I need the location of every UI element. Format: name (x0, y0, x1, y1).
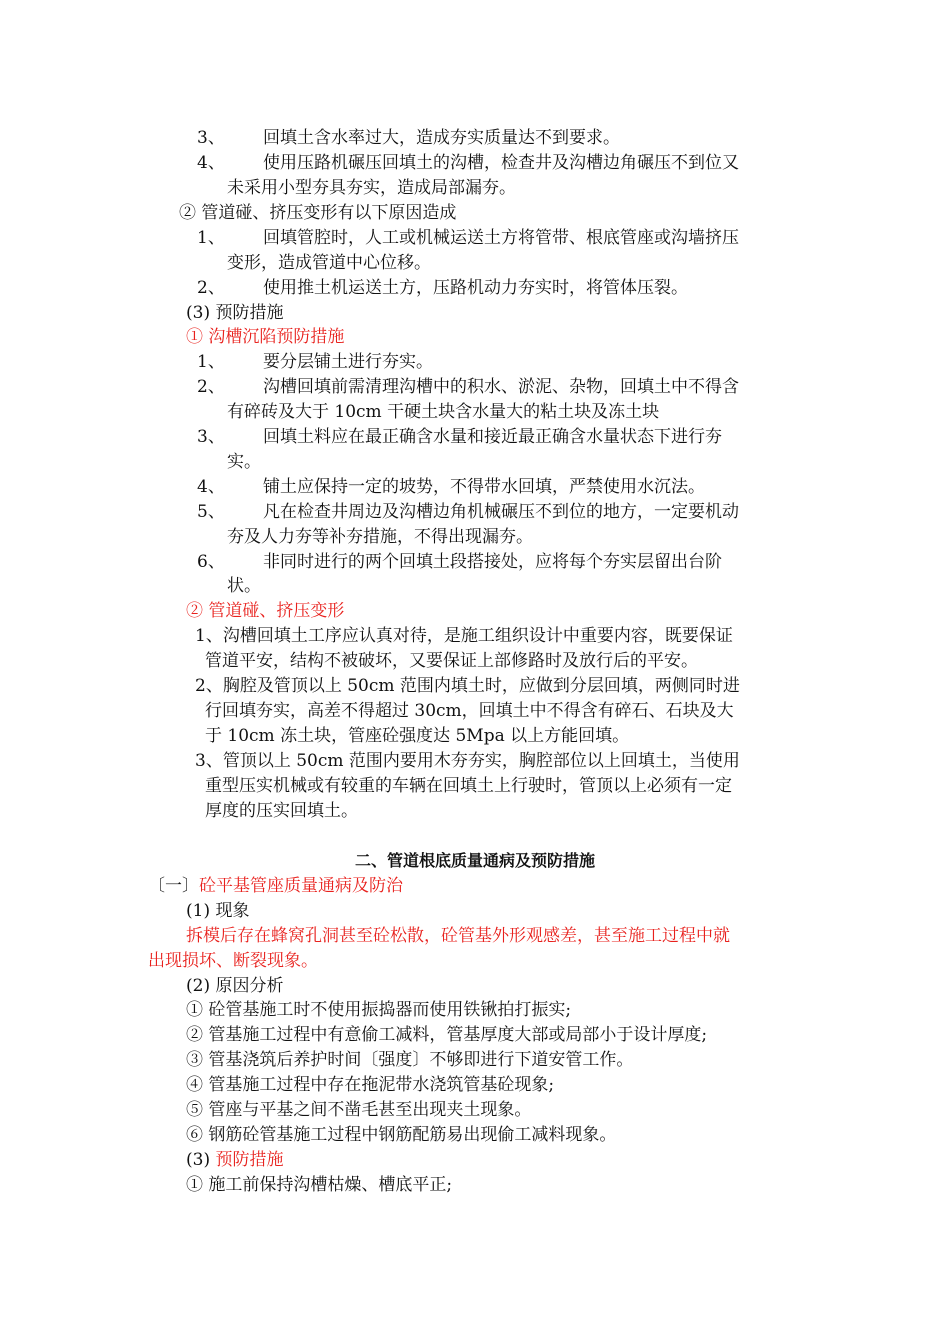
prev-a-item-6 (197, 550, 722, 574)
prevention2-prefix: (3) (186, 1150, 216, 1170)
prev-a-item-4 (197, 475, 705, 499)
prev-a-item-2-text: 沟槽回填前需清理沟槽中的积水、淤泥、杂物，回填土中不得含 (263, 377, 739, 397)
prev-a-item-2-cont: 有碎砖及大于 10cm 干硬土块含水量大的粘土块及冻土块 (227, 402, 660, 422)
prev-a-item-1-text: 要分层铺土进行夯实。 (263, 352, 433, 372)
cause-analysis-item-2: ② 管基施工过程中有意偷工减料，管基厚度大部或局部小于设计厚度; (186, 1025, 708, 1045)
cause-a-item-4 (197, 151, 739, 175)
cause-a-item-4-number: 4、 (197, 153, 225, 173)
prev-a-item-3 (197, 425, 722, 449)
section-heading: 二、管道根底质量通病及预防措施 (354, 851, 595, 870)
prevention-b-title: ② 管道碰、挤压变形 (186, 601, 345, 621)
prev-a-item-6-text: 非同时进行的两个回填土段搭接处，应将每个夯实层留出台阶 (263, 552, 722, 572)
cause-b-item-1-cont: 变形，造成管道中心位移。 (227, 253, 431, 273)
prev-a-item-1-number: 1、 (197, 352, 225, 372)
subsection-title (148, 874, 403, 898)
prev-a-item-1 (197, 350, 433, 374)
prev-a-item-3-text: 回填土料应在最正确含水量和接近最正确含水量状态下进行夯 (263, 427, 722, 447)
phenomenon-title: (1) 现象 (186, 901, 250, 921)
prev-a-item-5-number: 5、 (197, 502, 225, 522)
prev-a-item-3-cont: 实。 (227, 452, 261, 472)
prev-b-item-2-cont-1: 行回填夯实，高差不得超过 30cm，回填土中不得含有碎石、石块及大 (205, 701, 734, 721)
cause-a-item-3 (197, 126, 620, 150)
prev-b-item-1: 1、沟槽回填土工序应认真对待，是施工组织设计中重要内容，既要保证 (195, 626, 733, 646)
cause-a-item-4-text: 使用压路机碾压回填土的沟槽，检查井及沟槽边角碾压不到位又 (263, 153, 739, 173)
prev-a-item-6-cont: 状。 (227, 576, 261, 596)
cause-a-item-3-text: 回填土含水率过大，造成夯实质量达不到要求。 (263, 128, 620, 148)
prev-b-item-2-cont-2: 于 10cm 冻土块，管座砼强度达 5Mpa 以上方能回填。 (205, 726, 630, 746)
cause-b-item-1-text: 回填管腔时，人工或机械运送土方将管带、根底管座或沟墙挤压 (263, 228, 739, 248)
prevention-title: (3) 预防措施 (186, 303, 284, 323)
cause-b-item-1-number: 1、 (197, 228, 225, 248)
cause-b-item-2 (197, 276, 688, 300)
cause-analysis-title: (2) 原因分析 (186, 976, 284, 996)
prev-b-item-3-cont-2: 厚度的压实回填土。 (205, 801, 358, 821)
cause-analysis-item-5: ⑤ 管座与平基之间不凿毛甚至出现夹土现象。 (186, 1100, 532, 1120)
prev-b-item-1-cont: 管道平安，结构不被破坏，又要保证上部修路时及放行后的平安。 (205, 651, 698, 671)
prevention2-title (186, 1148, 283, 1172)
prev-b-item-3-cont-1: 重型压实机械或有较重的车辆在回填土上行驶时，管顶以上必须有一定 (205, 776, 732, 796)
prev-a-item-2-number: 2、 (197, 377, 225, 397)
prevention-a-title: ① 沟槽沉陷预防措施 (186, 327, 345, 347)
cause-b-item-2-text: 使用推土机运送土方，压路机动力夯实时，将管体压裂。 (263, 278, 688, 298)
cause-analysis-item-4: ④ 管基施工过程中存在拖泥带水浇筑管基砼现象; (186, 1075, 555, 1095)
cause-b-item-2-number: 2、 (197, 278, 225, 298)
prevention2-title-text: 预防措施 (215, 1150, 284, 1170)
subsection-prefix: 〔一〕 (148, 876, 199, 896)
prev-a-item-2 (197, 375, 739, 399)
subsection-title-text: 砼平基管座质量通病及防治 (199, 876, 403, 896)
prev-b-item-2: 2、胸腔及管顶以上 50cm 范围内填土时，应做到分层回填，两侧同时进 (195, 676, 740, 696)
cause-analysis-item-1: ① 砼管基施工时不使用振捣器而使用铁锹拍打振实; (186, 1000, 572, 1020)
prev-a-item-6-number: 6、 (197, 552, 225, 572)
prev-b-item-3: 3、管顶以上 50cm 范围内要用木夯夯实，胸腔部位以上回填土，当使用 (195, 751, 740, 771)
prev-a-item-4-number: 4、 (197, 477, 225, 497)
phenomenon-line-1: 拆模后存在蜂窝孔洞甚至砼松散，砼管基外形观感差，甚至施工过程中就 (186, 926, 730, 946)
prev-a-item-4-text: 铺土应保持一定的坡势，不得带水回填，严禁使用水沉法。 (263, 477, 705, 497)
prev-a-item-3-number: 3、 (197, 427, 225, 447)
cause-a-item-3-number: 3、 (197, 128, 225, 148)
prev-a-item-5 (197, 500, 739, 524)
phenomenon-line-2: 出现损坏、断裂现象。 (148, 951, 318, 971)
prev-a-item-5-text: 凡在检查井周边及沟槽边角机械碾压不到位的地方，一定要机动 (263, 502, 739, 522)
cause-b-title: ② 管道碰、挤压变形有以下原因造成 (179, 203, 457, 223)
cause-analysis-item-6: ⑥ 钢筋砼管基施工过程中钢筋配筋易出现偷工减料现象。 (186, 1125, 617, 1145)
cause-analysis-item-3: ③ 管基浇筑后养护时间〔强度〕不够即进行下道安管工作。 (186, 1050, 634, 1070)
prev-a-item-5-cont: 夯及人力夯等补夯措施，不得出现漏夯。 (227, 527, 533, 547)
prevention2-item-1: ① 施工前保持沟槽枯燥、槽底平正; (186, 1175, 453, 1195)
cause-a-item-4-cont: 未采用小型夯具夯实，造成局部漏夯。 (227, 178, 516, 198)
cause-b-item-1 (197, 226, 739, 250)
